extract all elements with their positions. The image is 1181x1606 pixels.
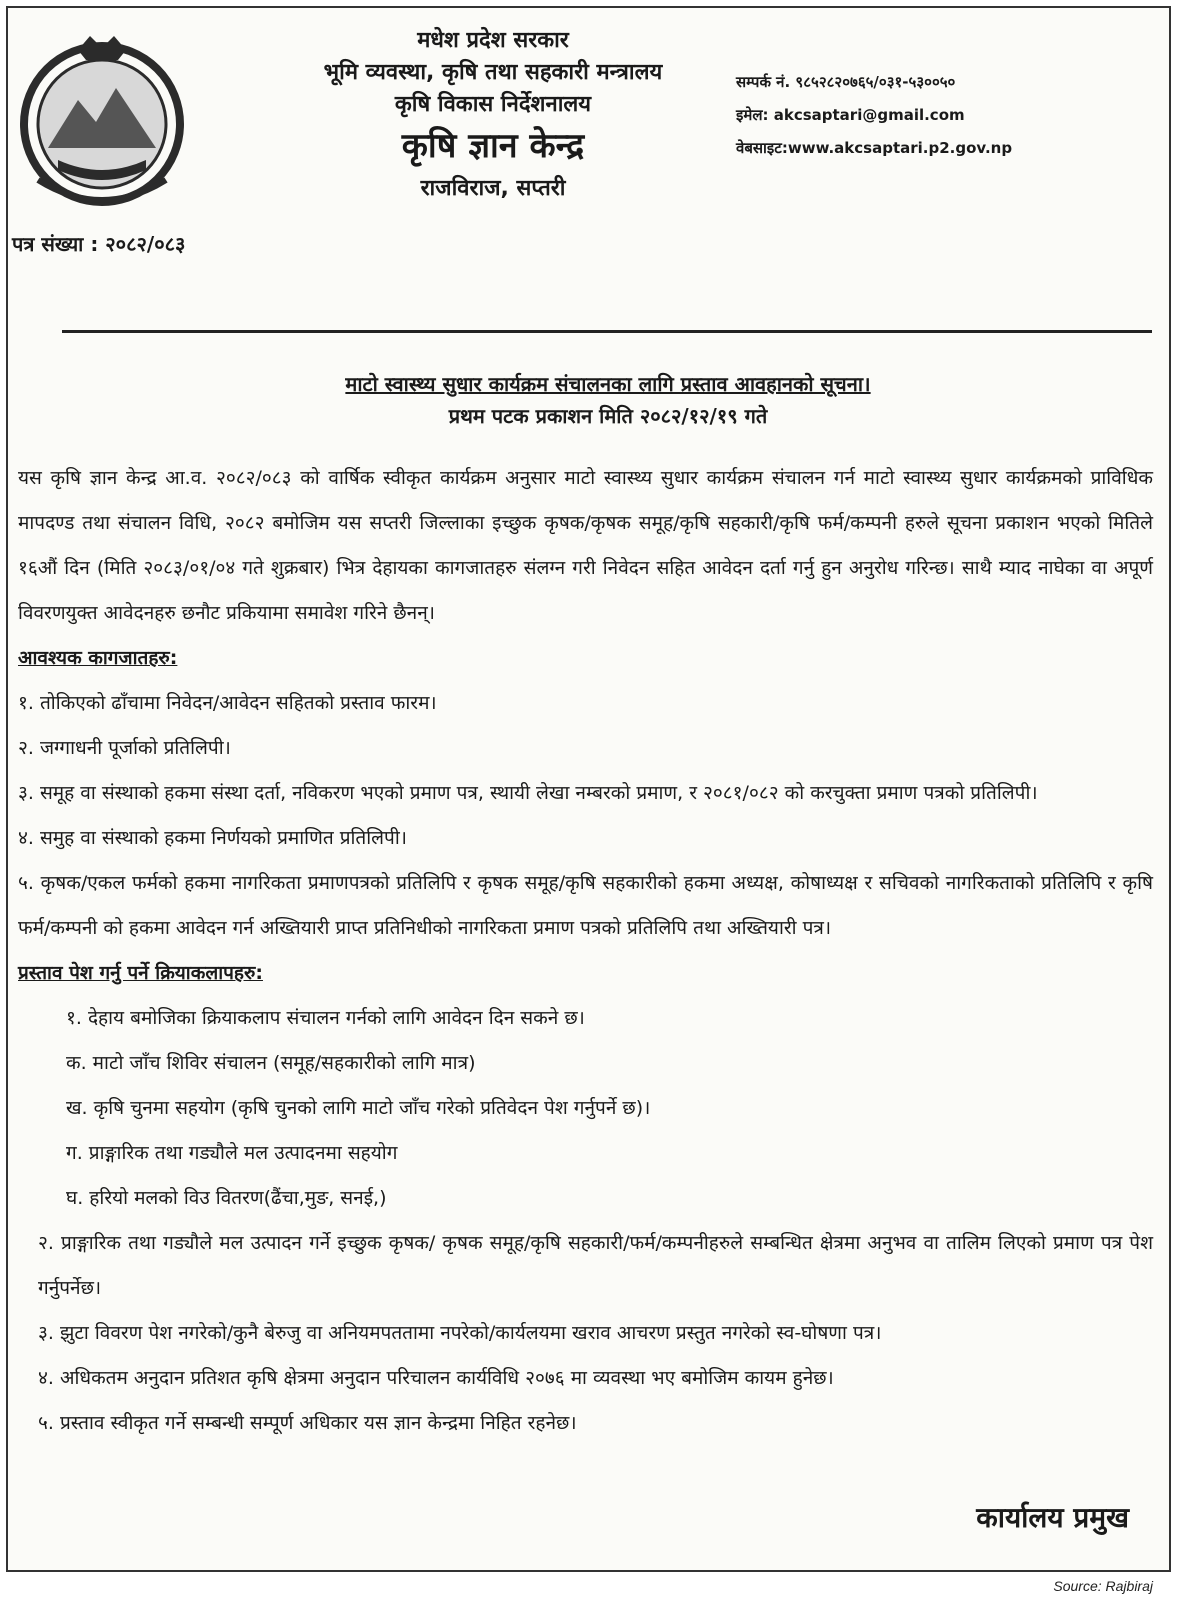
source-credit: Source: Rajbiraj	[1053, 1578, 1153, 1594]
notice-sheet	[6, 6, 1171, 1572]
header-line-state-government: मधेश प्रदेश सरकार	[417, 28, 569, 53]
activity-item: १. देहाय बमोजिका क्रियाकलाप संचालन गर्नको लागि आवेदन दिन सकने छ।	[66, 1007, 585, 1029]
contact-block	[736, 66, 1156, 165]
activity-item: २. प्राङ्गारिक तथा गड्यौले मल उत्पादन गर्ने इच्छुक कृषक/ कृषक समूह/कृषि सहकारी/फर्म/कम्पनीहरुले सम्बन्धित क्षेत्रमा अनुभव वा तालिम लिएको प्रमाण पत्र पेश गर्नुपर्नेछ।	[38, 1232, 1153, 1299]
notice-title-block	[128, 368, 1088, 432]
notice-title: माटो स्वास्थ्य सुधार कार्यक्रम संचालनका लागि प्रस्ताव आवहानको सूचना।	[345, 372, 871, 396]
activity-sub-item: घ. हरियो मलको विउ वितरण(ढैंचा,मुङ, सनई,)	[66, 1187, 387, 1209]
document-item: ३. समूह वा संस्थाको हकमा संस्था दर्ता, नविकरण भएको प्रमाण पत्र, स्थायी लेखा नम्बरको प्रमाण, र २०८१/०८२ को करचुक्ता प्रमाण पत्रको प्रतिलिपी।	[18, 782, 1038, 804]
header-office-name: कृषि ज्ञान केन्द्र	[401, 126, 585, 166]
letterhead	[258, 24, 728, 208]
header-divider	[62, 330, 1152, 333]
contact-email: इमेल: akcsaptari@gmail.com	[736, 106, 965, 124]
activity-item: ५. प्रस्ताव स्वीकृत गर्ने सम्बन्धी सम्पूर्ण अधिकार यस ज्ञान केन्द्रमा निहित रहनेछ।	[38, 1412, 577, 1434]
government-emblem-icon	[18, 30, 186, 210]
documents-heading: आवश्यक कागजातहरु:	[18, 647, 178, 669]
document-item: ४. समुह वा संस्थाको हकमा निर्णयको प्रमाणित प्रतिलिपी।	[18, 827, 407, 849]
activity-item: ३. झुटा विवरण पेश नगरेको/कुनै बेरुजु वा अनियमपततामा नपरेको/कार्यलयमा खराव आचरण प्रस्तुत नगरेको स्व-घोषणा पत्र।	[38, 1322, 882, 1344]
letter-reference-number: पत्र संख्या : २०८२/०८३	[12, 232, 186, 256]
activity-sub-item: क. माटो जाँच शिविर संचालन (समूह/सहकारीको लागि मात्र)	[66, 1052, 476, 1074]
activity-sub-item: ग. प्राङ्गारिक तथा गड्यौले मल उत्पादनमा सहयोग	[66, 1142, 398, 1164]
activity-sub-item: ख. कृषि चुनमा सहयोग (कृषि चुनको लागि माटो जाँच गरेको प्रतिवेदन पेश गर्नुपर्ने छ)।	[66, 1097, 651, 1119]
document-item: २. जग्गाधनी पूर्जाको प्रतिलिपी।	[18, 737, 231, 759]
document-item: ५. कृषक/एकल फर्मको हकमा नागरिकता प्रमाणपत्रको प्रतिलिपि र कृषक समूह/कृषि सहकारीको हकमा अध्यक्ष, कोषाध्यक्ष र सचिवको नागरिकताको प्रतिलिपि र कृषि फर्म/कम्पनी को हकमा आवेदन गर्न अख्तियारी प्राप्त प्रतिनिधीको नागरिकता प्रमाण पत्रको प्रतिलिपि तथा अख्तियारी पत्र।	[18, 872, 1153, 939]
activity-item: ४. अधिकतम अनुदान प्रतिशत कृषि क्षेत्रमा अनुदान परिचालन कार्यविधि २०७६ मा व्यवस्था भए बमोजिम कायम हुनेछ।	[38, 1367, 834, 1389]
header-line-directorate: कृषि विकास निर्देशनालय	[394, 92, 592, 117]
header-location: राजविराज, सप्तरी	[420, 176, 566, 201]
notice-body	[18, 456, 1153, 1446]
document-item: १. तोकिएको ढाँचामा निवेदन/आवेदन सहितको प्रस्ताव फारम।	[18, 692, 437, 714]
contact-website: वेबसाइट:www.akcsaptari.p2.gov.np	[736, 139, 1013, 157]
notice-publication-date: प्रथम पटक प्रकाशन मिति २०८२/१२/१९ गते	[448, 404, 768, 428]
activities-heading: प्रस्ताव पेश गर्नु पर्ने क्रियाकलापहरु:	[18, 962, 263, 984]
contact-phone: सम्पर्क नं. ९८५२८२०७६५/०३१-५३००५०	[736, 73, 956, 91]
notice-intro-paragraph: यस कृषि ज्ञान केन्द्र आ.व. २०८२/०८३ को वार्षिक स्वीकृत कार्यक्रम अनुसार माटो स्वास्थ्य सुधार कार्यक्रम संचालन गर्न माटो स्वास्थ्य सुधार कार्यक्रमको प्राविधिक मापदण्ड तथा संचालन विधि, २०८२ बमोजिम यस सप्तरी जिल्लाका इच्छुक कृषक/कृषक समूह/कृषि सहकारी/कृषि फर्म/कम्पनी हरुले सूचना प्रकाशन भएको मितिले १६औं दिन (मिति २०८३/०१/०४ गते शुक्रबार) भित्र देहायका कागजातहरु संलग्न गरी निवेदन सहित आवेदन दर्ता गर्नु हुन अनुरोध गरिन्छ। साथै म्याद नाघेका वा अपूर्ण विवरणयुक्त आवेदनहरु छनौट प्रकियामा समावेश गरिने छैनन्।	[18, 467, 1153, 624]
header-line-ministry: भूमि व्यवस्था, कृषि तथा सहकारी मन्त्रालय	[323, 60, 663, 85]
office-chief-signature: कार्यालय प्रमुख	[976, 1501, 1129, 1534]
